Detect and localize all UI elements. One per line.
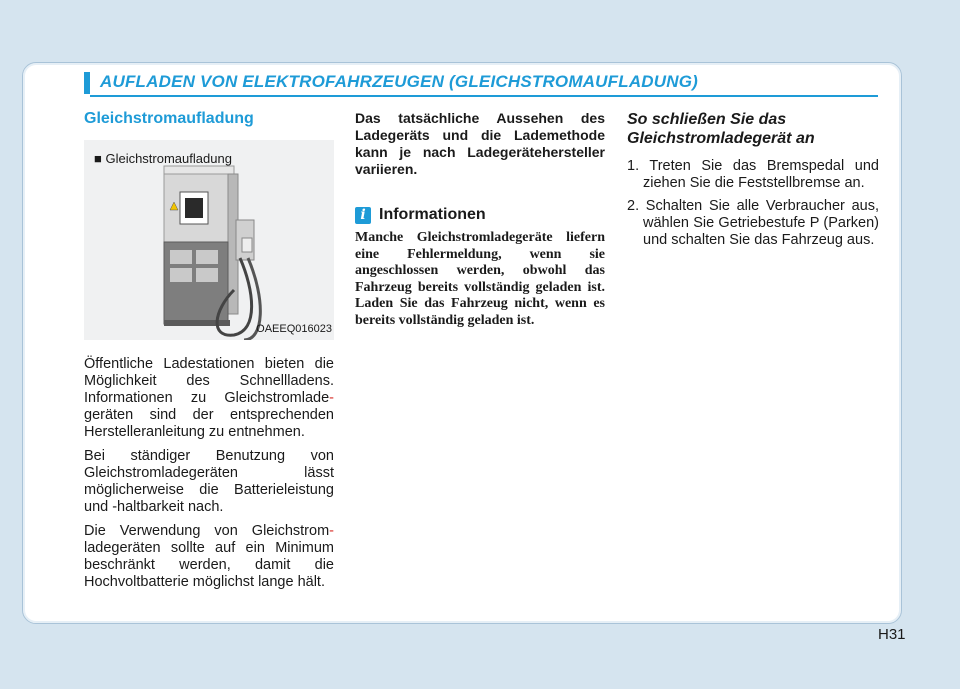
figure-dc-charger	[84, 140, 334, 340]
info-icon: i	[355, 207, 371, 224]
section-title-bar	[84, 72, 90, 94]
column-middle	[355, 110, 605, 329]
procedure-step-2: 2. Schalten Sie alle Verbraucher aus, wählen Sie Getriebestufe P (Parken) und schalten Sie das Fahrzeug aus.	[627, 198, 879, 248]
hyphen-mark: -	[329, 390, 334, 406]
procedure-heading: So schließen Sie das Gleichstromladegerät an	[627, 111, 815, 147]
info-header	[355, 206, 605, 224]
section-title-underline	[90, 95, 878, 97]
paragraph-text: ladegeräten sollte auf ein Minimum beschränkt werden, damit die Hochvoltbatterie möglichst lange hält.	[84, 540, 334, 590]
paragraph-minimize-use	[84, 523, 334, 591]
paragraph-fast-charging	[84, 356, 334, 441]
column-left	[84, 110, 334, 598]
procedure-step-1: 1. Treten Sie das Bremspedal und ziehen Sie die Feststellbremse an.	[627, 158, 879, 191]
info-text: Manche Gleichstromladegeräte liefern eine Fehlermeldung, wenn sie angeschlossen werden, obwohl das Fahrzeug bereits vollständig geladen ist. Laden Sie das Fahrzeug nicht, wenn es bereits vollständig geladen ist.	[355, 230, 605, 328]
paragraph-text: Öffentliche Ladestationen bieten die Möglichkeit des Schnellladens. Informationen zu Gleichstromlade	[84, 356, 334, 406]
section-title: AUFLADEN VON ELEKTROFAHRZEUGEN (GLEICHSTROMAUFLADUNG)	[100, 72, 699, 91]
paragraph-battery-performance: Bei ständiger Benutzung von Gleichstromladegeräten lässt möglicherweise die Batterieleistung und -haltbarkeit nach.	[84, 448, 334, 515]
paragraph-text: geräten sind der entsprechenden Herstelleranleitung zu entnehmen.	[84, 407, 334, 440]
dc-charger-illustration	[84, 140, 334, 340]
figure-caption: ■ Gleichstromaufladung	[94, 151, 232, 166]
page-number: H31	[878, 626, 906, 643]
charger-appearance-note: Das tatsächliche Aussehen des Ladegeräts und die Lademethode kann je nach Ladegerätehersteller variieren.	[355, 110, 605, 177]
subsection-heading: Gleichstromaufladung	[84, 110, 254, 127]
info-title: Informationen	[379, 206, 486, 223]
figure-code: OAEEQ016023	[256, 323, 332, 335]
hyphen-mark: -	[329, 523, 334, 539]
column-right	[627, 110, 879, 255]
paragraph-text: Die Verwendung von Gleichstrom	[84, 523, 330, 539]
